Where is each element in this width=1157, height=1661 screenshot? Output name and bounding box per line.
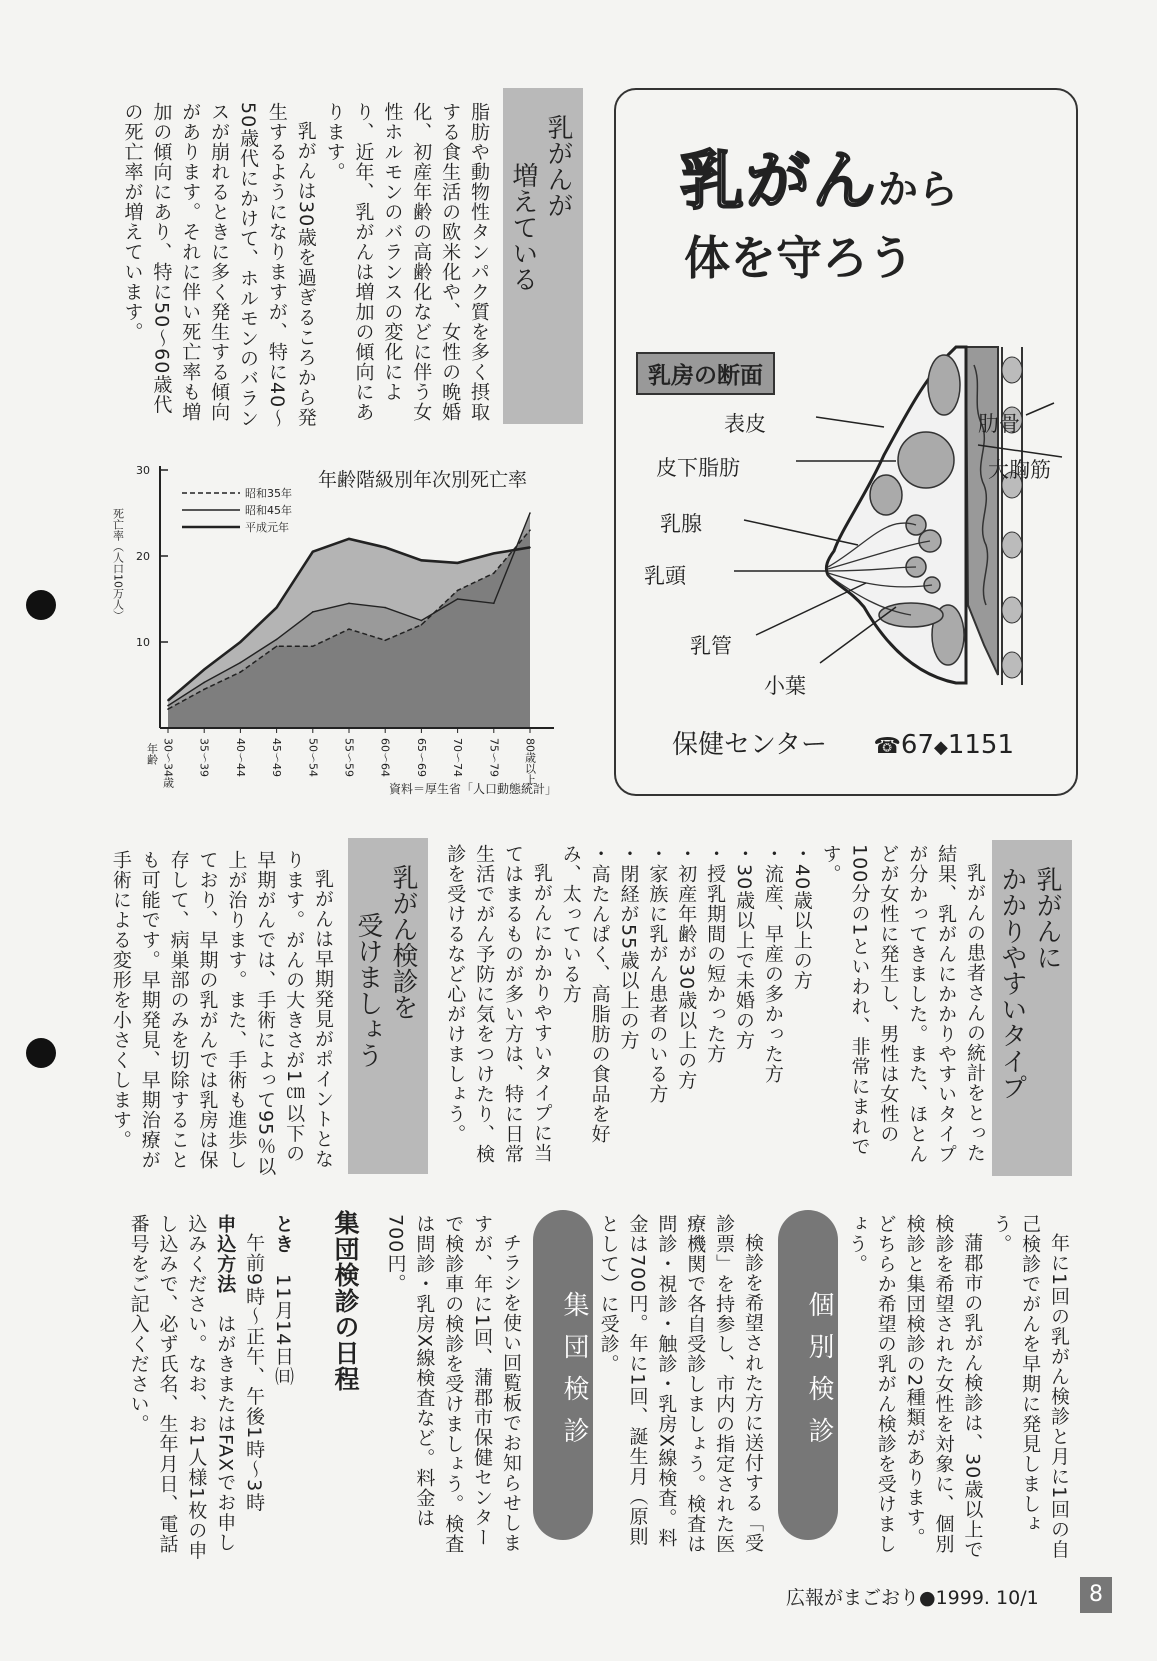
contact-line <box>672 724 1014 761</box>
heading-risk: 乳がんに かかりやすいタイプ <box>992 840 1072 1176</box>
point-昭和35年-7 <box>421 624 423 626</box>
infobox-title-line2: 体を守ろう <box>684 231 914 285</box>
y-tick-label: 10 <box>136 636 150 649</box>
risk-text <box>440 844 989 1174</box>
point-昭和45年-9 <box>493 603 495 605</box>
point-平成元年-0 <box>167 700 169 702</box>
point-平成元年-4 <box>312 551 314 553</box>
x-tick-label: 65～69 <box>414 738 428 777</box>
point-昭和35年-10 <box>529 529 531 531</box>
exam-text <box>106 850 337 1180</box>
x-tick-label: 40～44 <box>233 738 247 777</box>
label-hika: 皮下脂肪 <box>656 456 740 480</box>
risk-bullet-3: ・30歳以上で未婚の方 <box>733 844 755 1051</box>
chart-ylabel: 死亡率（人口10万人） <box>111 508 125 621</box>
risk-bullet-4: ・授乳期間の短かった方 <box>704 844 727 1064</box>
point-昭和45年-0 <box>167 705 169 707</box>
point-昭和45年-10 <box>529 512 531 514</box>
group-paragraph: チラシを使い回覧板でお知らせしますが、年に1回、蒲郡市保健センターで検診車の検診を受けましょう。検査は問診・乳房X線検査など。料金は700円。 <box>384 1214 522 1554</box>
y-tick-label: 30 <box>136 464 150 477</box>
x-tick-label: 35～39 <box>197 738 211 777</box>
annual-paragraph-1: 年に1回の乳がん検診と月に1回の自己検診でがんを早期に発見しましょう。 <box>990 1214 1070 1560</box>
annual-paragraph-2: 蒲郡市の乳がん検診は、30歳以上で検診を希望された女性を対象に、個別検診と集団検診の2種類があります。どちらか希望の乳がん検診を受けましょう。 <box>845 1214 984 1560</box>
label-rokkotsu: 肋骨 <box>978 412 1020 436</box>
point-昭和45年-5 <box>348 603 350 605</box>
chart-title: 年齢階級別年次別死亡率 <box>318 469 528 491</box>
label-shoyo: 小葉 <box>764 674 806 698</box>
individual-text <box>594 1214 767 1564</box>
chart-legend <box>182 486 292 534</box>
point-昭和35年-0 <box>167 708 169 710</box>
risk-bullet-6: ・家族に乳がん患者のいる方 <box>646 844 669 1104</box>
chart-xlabel: 年齢 <box>145 743 159 765</box>
mortality-chart <box>100 458 600 803</box>
exam-paragraph: 乳がんは早期発見がポイントとなります。がんの大きさが1㎝以下の早期がんでは、手術によって95％以上が治ります。また、手術も進歩しており、早期の乳がんでは乳房は保存して、病巣部のみを切除することも可能です。早期発見、早期治療が手術による変形を小さくします。 <box>109 850 334 1177</box>
punch-hole-top <box>26 590 56 620</box>
point-昭和45年-8 <box>457 598 459 600</box>
schedule-time: 午前9時～正午、午後1時～3時 <box>243 1233 266 1513</box>
schedule-when-label: とき <box>272 1214 294 1254</box>
contact-name: 保健センター <box>672 730 827 760</box>
label-nyuto: 乳頭 <box>644 564 686 588</box>
schedule-details <box>124 1214 297 1564</box>
increase-paragraph-1: 脂肪や動物性タンパク質を多く摂取する食生活の欧米化や、女性の晩婚化、初産年齢の高齢化などに伴う女性ホルモンのバランスの変化により、近年、乳がんは増加の傾向にあります。 <box>323 102 490 422</box>
label-nyusen: 乳腺 <box>660 512 702 536</box>
info-box <box>614 88 1078 796</box>
diagram-title: 乳房の断面 <box>636 352 775 395</box>
risk-intro: 乳がんの患者さんの統計をとった結果、乳がんにかかりやすいタイプが分かってきました。また、ほとんどが女性に発生し、男性は女性の100分の1といわれ、非常にまれです。 <box>819 844 986 1164</box>
breast-cross-section-diagram <box>716 345 1076 690</box>
infobox-title <box>680 130 958 222</box>
pectoral-muscle <box>966 347 998 675</box>
point-昭和45年-1 <box>203 682 205 684</box>
schedule-title: 集団検診の日程 <box>331 1210 360 1392</box>
page-number: 8 <box>1080 1577 1112 1613</box>
legend-label-平成元年: 平成元年 <box>245 521 289 534</box>
x-tick-label: 30～34歳 <box>161 738 175 788</box>
increase-text <box>118 102 493 432</box>
schedule-apply <box>124 1214 240 1564</box>
schedule-when-value: 11月14日㈰ <box>272 1274 294 1387</box>
heading-increase: 乳がんが 増えている <box>503 88 583 424</box>
y-tick-label: 20 <box>136 550 150 563</box>
point-昭和35年-1 <box>203 689 205 691</box>
legend-label-昭和35年: 昭和35年 <box>245 487 292 500</box>
point-平成元年-7 <box>421 560 423 562</box>
x-tick-label: 80歳以上 <box>523 738 537 785</box>
point-平成元年-5 <box>348 538 350 540</box>
x-tick-label: 70～74 <box>451 738 465 777</box>
legend-label-昭和45年: 昭和45年 <box>245 504 292 517</box>
point-昭和35年-6 <box>384 640 386 642</box>
point-平成元年-9 <box>493 553 495 555</box>
risk-bullet-8: ・高たんぱく、高脂肪の食品を好み、太っている方 <box>559 844 611 1144</box>
individual-paragraph: 検診を希望された方に送付する「受診票」を持参し、市内の指定された医療機関で各自受診しましょう。検査は問診・視診・触診・乳房X線検査。料金は700円。年に1回、誕生月（原則として）に受診。 <box>597 1214 764 1554</box>
point-平成元年-1 <box>203 669 205 671</box>
point-昭和35年-3 <box>276 646 278 648</box>
risk-bullet-1: ・40歳以上の方 <box>790 844 813 991</box>
point-昭和45年-7 <box>421 620 423 622</box>
badge-individual-exam: 個別検診 <box>778 1210 838 1540</box>
punch-hole-bottom <box>26 1038 56 1068</box>
point-昭和35年-5 <box>348 628 350 630</box>
point-平成元年-6 <box>384 547 386 549</box>
risk-bullet-7: ・閉経が55歳以上の方 <box>617 844 640 1051</box>
point-昭和35年-8 <box>457 590 459 592</box>
point-昭和35年-9 <box>493 572 495 574</box>
chart-source: 資料＝厚生省「人口動態統計」 <box>389 782 558 796</box>
point-平成元年-8 <box>457 562 459 564</box>
schedule-when <box>268 1214 297 1564</box>
x-tick-label: 75～79 <box>487 738 501 777</box>
risk-outro: 乳がんにかかりやすいタイプに当てはまるものが多い方は、特に日常生活でがん予防に気をつけたり、検診を受けるなど心がけましょう。 <box>444 844 553 1164</box>
risk-bullet-2: ・流産、早産の多かった方 <box>761 844 784 1084</box>
x-tick-label: 50～54 <box>306 738 320 777</box>
label-hyohi: 表皮 <box>724 412 766 436</box>
label-nyukan: 乳管 <box>690 634 732 658</box>
point-平成元年-2 <box>240 641 242 643</box>
infobox-title-main: 乳がん <box>680 145 878 219</box>
phone-separator: ◆ <box>934 737 948 758</box>
phone-icon: ☎ <box>873 734 901 759</box>
phone-prefix: 67 <box>900 730 934 760</box>
schedule-apply-label: 申込方法 <box>214 1214 237 1294</box>
x-tick-label: 60～64 <box>378 738 392 777</box>
schedule-apply-text: はがきまたはFAXでお申し込みください。なお、お1人様1枚の申し込みで、必ず氏名、生年月日、電話番号をご記入ください。 <box>127 1214 237 1561</box>
x-tick-label: 45～49 <box>270 738 284 777</box>
footer-publication: 広報がまごおり●1999. 10/1 <box>786 1587 1039 1609</box>
point-昭和45年-2 <box>240 662 242 664</box>
infobox-title-suffix: から <box>878 167 958 213</box>
label-daikyokin: 大胸筋 <box>988 458 1051 482</box>
badge-group-exam: 集団検診 <box>533 1210 593 1540</box>
risk-bullet-5: ・初産年齢が30歳以上の方 <box>675 844 698 1091</box>
point-昭和35年-2 <box>240 671 242 673</box>
point-平成元年-3 <box>276 607 278 609</box>
point-昭和45年-3 <box>276 639 278 641</box>
ribs <box>1002 347 1022 685</box>
heading-exam: 乳がん検診を 受けましょう <box>348 838 428 1174</box>
point-平成元年-10 <box>529 547 531 549</box>
point-昭和45年-6 <box>384 607 386 609</box>
point-昭和35年-4 <box>312 646 314 648</box>
point-昭和45年-4 <box>312 611 314 613</box>
group-text <box>381 1214 525 1564</box>
phone-number: 1151 <box>947 730 1015 760</box>
increase-paragraph-2: 乳がんは30歳を過ぎるころから発生するようになりますが、特に40～50歳代にかけて、ホルモンのバランスが崩れるときに多く発生する傾向があります。それに伴い死亡率も増加の傾向にあり、特に50～60歳代の死亡率が増えています。 <box>121 102 317 429</box>
x-tick-label: 55～59 <box>342 738 356 777</box>
annual-text <box>842 1214 1073 1564</box>
